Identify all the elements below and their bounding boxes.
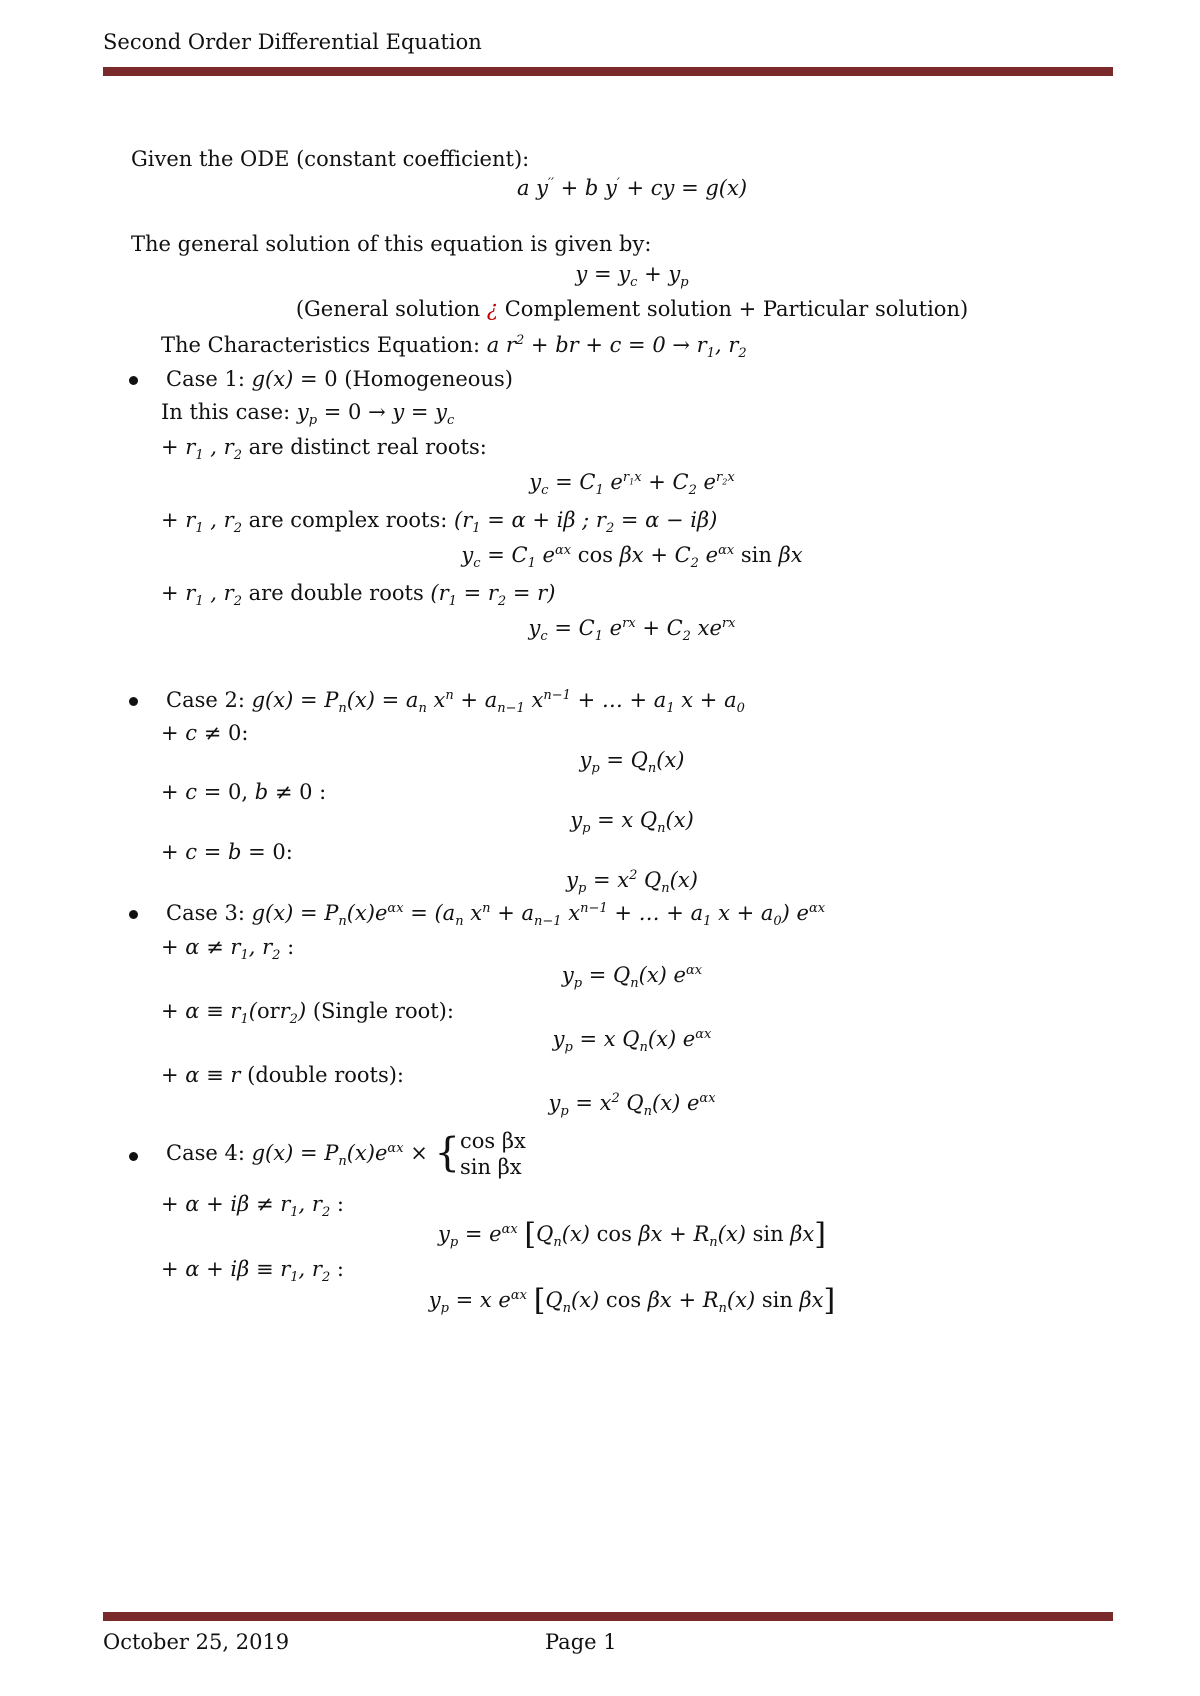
bullet-case-4 (129, 1152, 138, 1161)
footer-date: October 25, 2019 (103, 1630, 290, 1654)
case-1-in-this-case: In this case: $y_p = 0 \to y = y_c$ (161, 400, 455, 429)
inverted-question-symbol: ¿ (486, 297, 499, 321)
case-2-sol-cb-zero: $y_p = x^2$ $Q_n(x)$ (566, 868, 698, 897)
case-4-sol-root: $y_p = x$ $e^{\alpha x}$ [$Q_n(x)$ $\cos \beta x + R_n(x)$ sin βx] (428, 1283, 836, 1318)
case-1-double-solution: $y_c = C_1$ $e^{rx} + C_2$ $xe^{rx}$ (528, 616, 736, 645)
case-2-sol-c-nonzero: $y_p = Q_n(x)$ (579, 748, 685, 777)
header-rule (103, 67, 1113, 76)
page-header-title: Second Order Differential Equation (103, 30, 482, 54)
case-4-sol-not-root: $y_p = e^{\alpha x}$ [$Q_n(x)$ $\cos \beta x + R_n(x)$ sin βx] (438, 1217, 826, 1252)
ode-equation: a y′′ + b y′ + cy = g(x) (516, 176, 748, 200)
characteristic-equation: The Characteristics Equation: a $r^2$ + br + $c = 0 \to r_1$, $r_2$ (161, 333, 747, 362)
case-2-cond-c-zero: + c = 0, b ≠ 0 : (161, 780, 327, 804)
bullet-case-3 (129, 910, 138, 919)
case-2-title: Case 2: $g(x) = P_n(x) = a_n$ $x^n + a_{n-1}$ $x^{n-1}$ + … + $a_1$ $x + a_0$ (166, 688, 745, 717)
case-1-complex-roots: + $r_1$ , $r_2$ are complex roots: ($r_1 = \alpha + i\beta$ ; $r_2 = \alpha - i\beta$) (161, 508, 718, 537)
case-2-cond-cb-zero: + c = b = 0: (161, 840, 293, 864)
given-ode-text: Given the ODE (constant coefficient): (131, 147, 530, 171)
case-3-sol-single-root: $y_p = x$ $Q_n(x)$ $e^{\alpha x}$ (552, 1027, 712, 1056)
general-solution-explanation: (General solution ¿ Complement solution + Particular solution) (295, 297, 969, 321)
general-solution-equation: $y = y_c + y_p$ (575, 262, 689, 291)
bullet-case-2 (129, 697, 138, 706)
general-solution-text: The general solution of this equation is given by: (131, 232, 652, 256)
case-3-title: Case 3: $g(x) = P_n(x)e^{\alpha x} = (a_n$ $x^n + a_{n-1}$ $x^{n-1}$ + … + $a_1$ $x + a_0$) $e^{\alpha x}$ (166, 901, 826, 930)
case-2-sol-c-zero: $y_p = x$ $Q_n(x)$ (570, 808, 694, 837)
case-1-double-roots: + $r_1$ , $r_2$ are double roots $(r_1 = r_2 = r)$ (161, 581, 556, 610)
case-3-sol-not-root: $y_p = Q_n(x)$ $e^{\alpha x}$ (561, 963, 703, 992)
case-1-distinct-solution: $y_c = C_1$ $e^{r_1x} + C_2$ $e^{r_2x}$ (529, 470, 735, 499)
footer-rule (103, 1612, 1113, 1621)
footer-page-number: Page 1 (545, 1630, 617, 1654)
case-1-distinct-roots: + $r_1$ , $r_2$ are distinct real roots: (161, 435, 487, 464)
case-4-title: Case 4: $g(x) = P_n(x)e^{\alpha x} \times \{\cos$ βx sin βx (166, 1129, 526, 1180)
case-2-cond-c-nonzero: + c ≠ 0: (161, 721, 249, 745)
case-3-sol-double-root: $y_p = x^2$ $Q_n(x)$ $e^{\alpha x}$ (548, 1091, 716, 1120)
case-1-title: Case 1: g(x) = 0 (Homogeneous) (166, 367, 513, 391)
bullet-case-1 (129, 376, 138, 385)
case-4-cond-not-root: + $\alpha + i\beta \ne r_1$, $r_2$ : (161, 1192, 344, 1221)
case-3-cond-double-root: + α ≡ r (double roots): (161, 1063, 405, 1087)
case-3-cond-single-root: + $\alpha \equiv r_1(orr_2)$ (Single root): (161, 999, 454, 1028)
case-3-cond-not-root: + $\alpha \ne r_1$, $r_2$ : (161, 935, 295, 964)
case-4-cond-root: + $\alpha + i\beta \equiv r_1$, $r_2$ : (161, 1257, 344, 1286)
case-1-complex-solution: $y_c = C_1$ $e^{\alpha x}$ $\cos \beta x + C_2$ $e^{\alpha x}$ sin βx (461, 543, 803, 572)
